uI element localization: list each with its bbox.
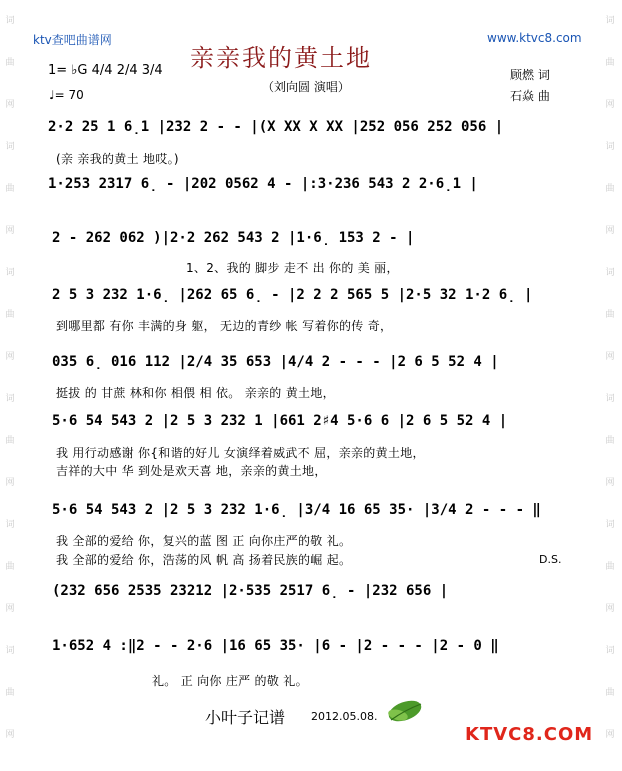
singer-credit: （刘向圆 演唱） — [262, 80, 350, 94]
score-row-7-lyric: 我 全部的爱给 你，复兴的蓝 图 正 向你庄严的敬 礼。 — [56, 534, 352, 548]
score-row-6-lyric-2: 吉祥的大中 华 到处是欢天喜 地，亲亲的黄土地， — [56, 464, 327, 478]
left-watermark-column: 词 曲 网 词 曲 网 词 曲 网 词 曲 网 词 曲 网 词 曲 网 — [5, 16, 15, 740]
score-row-7-lyric-2: 我 全部的爱给 你，浩荡的风 帆 高 扬着民族的崛 起。 — [56, 553, 352, 567]
song-title: 亲亲我的黄土地 — [190, 44, 372, 72]
transcription-date: 2012.05.08. — [311, 710, 378, 723]
key-signature: 1= ♭G 4/4 2/4 3/4 — [48, 63, 163, 78]
score-row-5-lyric: 挺拔 的 甘蔗 林和你 相偎 相 依。 亲亲的 黄土地， — [56, 386, 335, 400]
score-row-1-lyric: (亲 亲我的黄土 地哎。) — [56, 152, 179, 166]
score-row-1-notes: 2·2 25 1 6̣1 |232 2 - - |(X XX X XX |252 056 252 056 | — [48, 119, 504, 135]
score-row-5-notes: 035 6̣ 016 112 |2/4 35 653 |4/4 2 - - - |2 6 5 52 4 | — [52, 354, 499, 370]
score-row-3-lyric: 1、2、我的 脚步 走不 出 你的 美 丽， — [186, 261, 399, 275]
score-row-2-notes: 1·253 2317 6̣ - |202 0562 4 - |:3·236 543 2 2·6̣1 | — [48, 176, 478, 192]
score-row-4-lyric: 到哪里都 有你 丰满的身 躯， 无边的青纱 帐 写着你的传 奇， — [56, 319, 393, 333]
logo-text: KTVC8.COM — [465, 724, 594, 745]
lyricist-credit: 顾燃 词 — [510, 68, 550, 82]
ds-marking: D.S. — [539, 553, 562, 566]
left-site-name: ktv查吧曲谱网 — [33, 33, 112, 47]
right-watermark-column: 词 曲 网 词 曲 网 词 曲 网 词 曲 网 词 曲 网 词 曲 网 — [605, 16, 615, 740]
composer-credit: 石焱 曲 — [510, 89, 550, 103]
score-row-8-notes: (232 656 2535 23212 |2·535 2517 6̣ - |232 656 | — [52, 583, 449, 599]
right-site-url: www.ktvc8.com — [487, 31, 582, 45]
score-row-9-lyric: 礼。 正 向你 庄严 的敬 礼。 — [152, 674, 308, 688]
leaf-logo-icon — [383, 694, 429, 728]
tempo-marking: ♩= 70 — [49, 88, 84, 102]
score-row-9-notes: 1·652 4 :‖2 - - 2·6 |16 65 35· |6 - |2 - - - |2 - 0 ‖ — [52, 638, 499, 654]
score-row-6-lyric: 我 用行动感谢 你{和谐的好儿 女演绎着威武不 屈，亲亲的黄土地， — [56, 446, 425, 460]
score-row-3-notes: 2 - 262 062 )|2·2 262 543 2 |1·6̣ 153 2 - | — [52, 230, 415, 246]
transcriber-signature: 小叶子记谱 — [205, 708, 286, 727]
score-row-4-notes: 2 5 3 232 1·6̣ |262 65 6̣ - |2 2 2 565 5 |2·5 32 1·2 6̣ | — [52, 287, 533, 303]
site-logo — [465, 724, 593, 745]
score-row-7-notes: 5·6 54 543 2 |2 5 3 232 1·6̣ |3/4 16 65 35· |3/4 2 - - - ‖ — [52, 502, 541, 518]
score-row-6-notes: 5·6 54 543 2 |2 5 3 232 1 |661 2♯4 5·6 6 |2 6 5 52 4 | — [52, 413, 508, 429]
